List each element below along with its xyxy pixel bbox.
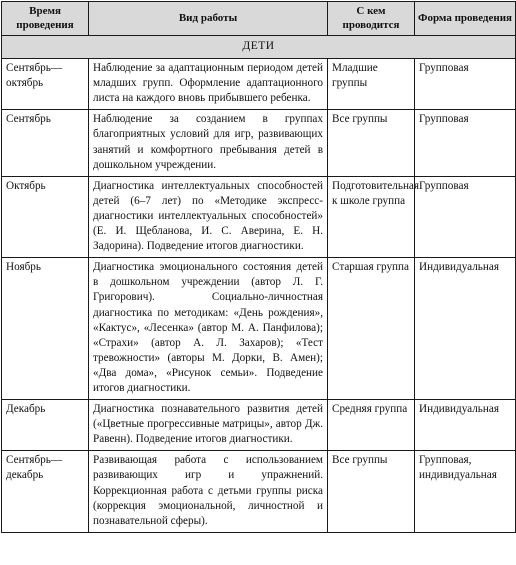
cell-time: Декабрь: [2, 400, 89, 451]
header-row: [2, 2, 516, 36]
cell-with-whom: Старшая группа: [328, 258, 415, 400]
section-row: [2, 36, 516, 59]
cell-with-whom: Все группы: [328, 110, 415, 176]
cell-form: Групповая: [415, 176, 516, 257]
cell-work: Наблюдение за адаптационным периодом детей младших групп. Оформление адаптационного листа на каждого вновь прибывшего ребенка.: [89, 59, 328, 110]
table-row: [2, 451, 516, 532]
cell-time: Сентябрь—октябрь: [2, 59, 89, 110]
cell-with-whom: Младшие группы: [328, 59, 415, 110]
table-header: [2, 2, 516, 36]
cell-form: Индивидуальная: [415, 400, 516, 451]
cell-with-whom: Все группы: [328, 451, 415, 532]
header-form: Форма проведения: [415, 2, 516, 36]
cell-with-whom: Средняя группа: [328, 400, 415, 451]
table-row: [2, 400, 516, 451]
header-work: Вид работы: [89, 2, 328, 36]
cell-work: Диагностика эмоционального состояния детей в дошкольном учреждении (автор Л. Г. Григорович). Социально-личностная диагностика по методикам: «День рождения», «Кактус», «Лесенка» (автор М. А. Панфилова); «Страхи» (автор А. Л. Захаров); «Тест тревожности» (авторы М. Дорки, В. Амен); «Два дома», «Рисунок семьи». Подведение итогов диагностики.: [89, 258, 328, 400]
cell-time: Октябрь: [2, 176, 89, 257]
cell-time: Ноябрь: [2, 258, 89, 400]
cell-work: Диагностика познавательного развития детей («Цветные прогрессивные матрицы», автор Дж. Равенн). Подведение итогов диагностики.: [89, 400, 328, 451]
table-row: [2, 110, 516, 176]
table-row: [2, 176, 516, 257]
cell-work: Развивающая работа с использованием развивающих игр и упражнений. Коррекционная работа с детьми группы риска (коррекция эмоциональной, личностной и познавательной сферы).: [89, 451, 328, 532]
table-row: [2, 59, 516, 110]
section-title: ДЕТИ: [2, 36, 516, 59]
header-time: Время проведения: [2, 2, 89, 36]
table-row: [2, 258, 516, 400]
cell-form: Групповая: [415, 110, 516, 176]
cell-form: Групповая, индивидуальная: [415, 451, 516, 532]
work-plan-table: [1, 1, 516, 533]
cell-time: Сентябрь: [2, 110, 89, 176]
cell-form: Индивидуальная: [415, 258, 516, 400]
cell-form: Групповая: [415, 59, 516, 110]
table-body: [2, 36, 516, 533]
header-with-whom: С кем проводится: [328, 2, 415, 36]
cell-with-whom: Подготовительная к школе группа: [328, 176, 415, 257]
cell-time: Сентябрь—декабрь: [2, 451, 89, 532]
cell-work: Диагностика интеллектуальных способностей детей (6–7 лет) по «Методике экспресс-диагностики интеллектуальных способностей» (Е. И. Щебланова, И. С. Аверина, Е. Н. Задорина). Подведение итогов диагностики.: [89, 176, 328, 257]
cell-work: Наблюдение за созданием в группах благоприятных условий для игр, развивающих занятий и комфортного пребывания детей в дошкольном учреждении.: [89, 110, 328, 176]
